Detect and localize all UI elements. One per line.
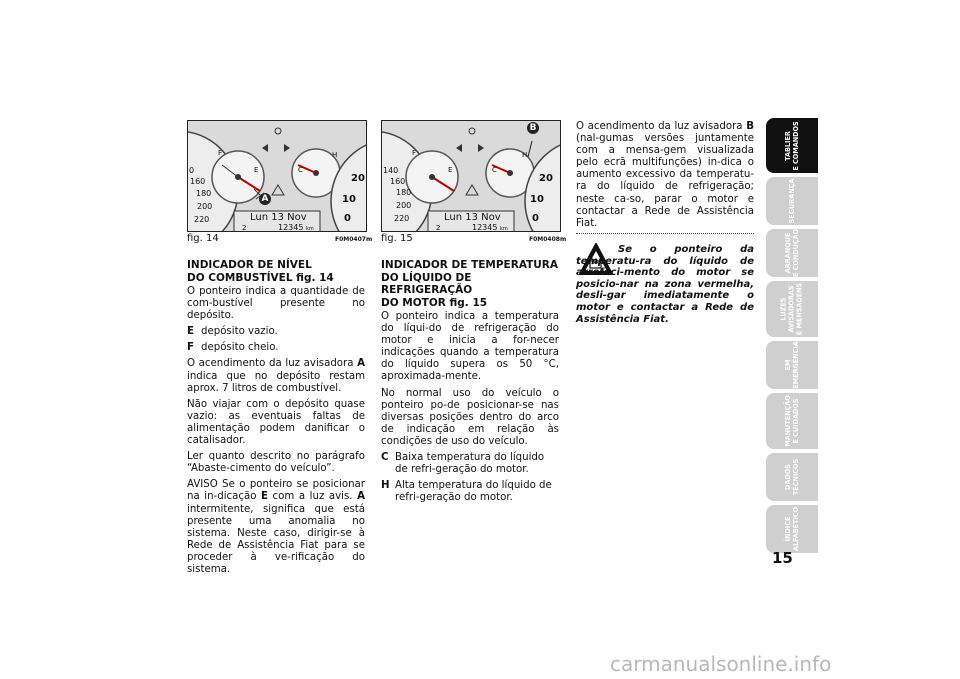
item-key: H bbox=[381, 480, 390, 492]
paragraph: Ler quanto descrito no parágrafo “Abaste-cimento do veículo”. bbox=[187, 451, 365, 475]
heading-line: DO LÍQUIDO DE REFRIGERAÇÃO bbox=[381, 271, 473, 296]
list-item bbox=[381, 480, 559, 504]
display-trip: 2 bbox=[436, 224, 441, 232]
section-heading-coolant bbox=[381, 259, 559, 309]
tab-seguranca[interactable] bbox=[766, 177, 818, 225]
column-fuel-gauge bbox=[187, 259, 365, 580]
tab-arranque-e-conducao[interactable] bbox=[766, 229, 818, 277]
fuel-full-mark: F bbox=[412, 149, 417, 157]
speed-tick: 200 bbox=[197, 202, 213, 211]
display-unit: km bbox=[306, 226, 314, 232]
tab-label: EM EMERGÊNCIA bbox=[782, 341, 800, 389]
warning-message: Se o ponteiro da temperatu-ra do líquido de arrefeci-mento do motor se posicio-nar na zona vermelha, desli-gar imediatamente o motor e contactar a Rede de Assistência Fiat. bbox=[576, 244, 754, 325]
tacho-tick: 10 bbox=[342, 194, 356, 205]
tab-luzes-avisadoras[interactable] bbox=[766, 281, 818, 337]
key-letter: E bbox=[261, 491, 268, 503]
section-heading-fuel bbox=[187, 259, 365, 284]
temp-cold-mark: C bbox=[298, 166, 303, 174]
tacho-tick: 0 bbox=[532, 213, 539, 224]
key-letter: A bbox=[357, 491, 365, 503]
speed-tick: 140 bbox=[383, 166, 399, 175]
speed-tick: 180 bbox=[196, 189, 212, 198]
paragraph: O ponteiro indica a quantidade de com-bustível presente no depósito. bbox=[187, 286, 365, 322]
item-key: C bbox=[381, 452, 389, 464]
callout-b: B bbox=[527, 122, 539, 134]
figure-14-caption: fig. 14 bbox=[187, 233, 219, 244]
paragraph: No normal uso do veículo o ponteiro po-de posicionar-se nas diversas posições dentro do arco de indicação em relação às condições de uso do veículo. bbox=[381, 387, 559, 447]
key-letter: A bbox=[357, 358, 365, 370]
tab-label: SEGURANÇA bbox=[786, 178, 796, 224]
tab-label: DADOS TÉCNICOS bbox=[782, 458, 800, 496]
paragraph bbox=[187, 358, 365, 394]
list-item bbox=[381, 452, 559, 476]
paragraph bbox=[576, 121, 754, 230]
heading-line: DO MOTOR fig. 15 bbox=[381, 296, 488, 309]
tab-label: TABLIER E COMANDOS bbox=[782, 120, 800, 171]
paragraph: Não viajar com o depósito quase vazio: as eventuais faltas de alimentação podem danificar o catalisador. bbox=[187, 398, 365, 447]
tab-tablier-e-comandos[interactable] bbox=[766, 118, 818, 173]
tacho-tick: 10 bbox=[530, 194, 544, 205]
speed-tick: 0 bbox=[189, 166, 195, 175]
figure-15-dashboard bbox=[381, 120, 561, 232]
speed-tick: 180 bbox=[396, 188, 412, 197]
heading-line: INDICADOR DE TEMPERATURA bbox=[381, 259, 559, 271]
key-letter: B bbox=[746, 121, 754, 132]
column-warning-light bbox=[576, 121, 754, 234]
text-run: intermitente, significa que está presente uma anomalia no sistema. Neste caso, dirigir-se à Rede de Assistência Fiat para se proceder à ve-rificação do sistema. bbox=[187, 503, 365, 575]
speed-tick: 200 bbox=[396, 201, 412, 210]
text-run: (nal-gumas versões juntamente com a mensa-gem visualizada pelo ecrã multifunções) in-dica o aumento excessivo da temperatu-ra do líquido de refrigeração; neste ca-so, parar o motor e contactar a Rede de Assistência Fiat. bbox=[576, 133, 754, 229]
fuel-empty-mark: E bbox=[254, 166, 259, 174]
display-date: Lun 13 Nov bbox=[250, 212, 307, 223]
warning-text bbox=[576, 244, 754, 325]
tab-label: ÍNDICE ALFABÉTICO bbox=[782, 506, 800, 552]
paragraph bbox=[187, 479, 365, 576]
item-key: F bbox=[187, 342, 194, 354]
callout-a: A bbox=[259, 193, 271, 205]
paragraph: O ponteiro indica a temperatura do líqui-do de refrigeração do motor e inicia a for-necer indicações quando a temperatura do líquido supera os 50 °C, aproximada-mente. bbox=[381, 311, 559, 383]
figure-15-caption: fig. 15 bbox=[381, 233, 413, 244]
warning-divider bbox=[576, 233, 754, 234]
item-text: depósito cheio. bbox=[201, 342, 279, 354]
watermark: carmanualsonline.info bbox=[610, 652, 832, 676]
tacho-tick: 0 bbox=[344, 213, 351, 224]
figure-14-code: F0M0407m bbox=[335, 236, 373, 243]
temp-hot-mark: H bbox=[522, 151, 528, 159]
tab-manutencao-e-cuidados[interactable] bbox=[766, 393, 818, 449]
display-date: Lun 13 Nov bbox=[444, 212, 501, 223]
text-run: O acendimento da luz avisadora bbox=[576, 121, 747, 132]
tab-label: ARRANQUE E CONDUÇÃO bbox=[782, 228, 800, 278]
page-number: 15 bbox=[772, 549, 793, 567]
display-unit: km bbox=[500, 226, 508, 232]
text-run: com a luz avis. bbox=[267, 491, 358, 503]
display-odometer: 12345 bbox=[278, 223, 304, 232]
list-item bbox=[187, 326, 365, 338]
figure-15-code: F0M0408m bbox=[529, 236, 567, 243]
tab-em-emergencia[interactable] bbox=[766, 341, 818, 389]
tacho-tick: 20 bbox=[539, 173, 553, 184]
column-coolant-gauge bbox=[381, 259, 559, 508]
speed-tick: 220 bbox=[194, 215, 210, 224]
tab-dados-tecnicos[interactable] bbox=[766, 453, 818, 501]
tab-indice-alfabetico[interactable] bbox=[766, 505, 818, 553]
display-trip: 2 bbox=[242, 224, 247, 232]
temp-cold-mark: C bbox=[492, 166, 497, 174]
list-item bbox=[187, 342, 365, 354]
text-run: indica que no depósito restam aprox. 7 litros de combustível. bbox=[187, 370, 365, 394]
display-odometer: 12345 bbox=[472, 223, 498, 232]
fuel-empty-mark: E bbox=[448, 166, 453, 174]
item-text: Alta temperatura do líquido de refri-geração do motor. bbox=[395, 480, 552, 504]
heading-line: INDICADOR DE NÍVEL bbox=[187, 259, 312, 271]
item-text: depósito vazio. bbox=[201, 326, 278, 338]
tacho-tick: 20 bbox=[351, 173, 365, 184]
text-run: O acendimento da luz avisadora bbox=[187, 358, 358, 370]
figure-14-dashboard bbox=[187, 120, 367, 232]
item-text: Baixa temperatura do líquido de refri-geração do motor. bbox=[395, 452, 545, 476]
text-run: AVISO Se o ponteiro se posicionar na in-dicação bbox=[187, 479, 365, 503]
speed-tick: 160 bbox=[390, 177, 406, 186]
fuel-full-mark: F bbox=[218, 149, 223, 157]
speed-tick: 160 bbox=[190, 177, 206, 186]
tab-label: MANUTENÇÃO E CUIDADOS bbox=[782, 395, 800, 447]
heading-line: DO COMBUSTÍVEL fig. 14 bbox=[187, 271, 334, 284]
item-key: E bbox=[187, 326, 194, 338]
temp-hot-mark: H bbox=[332, 151, 338, 159]
tab-label: LUZES AVISADORAS E MENSAGENS bbox=[778, 282, 805, 336]
speed-tick: 220 bbox=[394, 214, 410, 223]
